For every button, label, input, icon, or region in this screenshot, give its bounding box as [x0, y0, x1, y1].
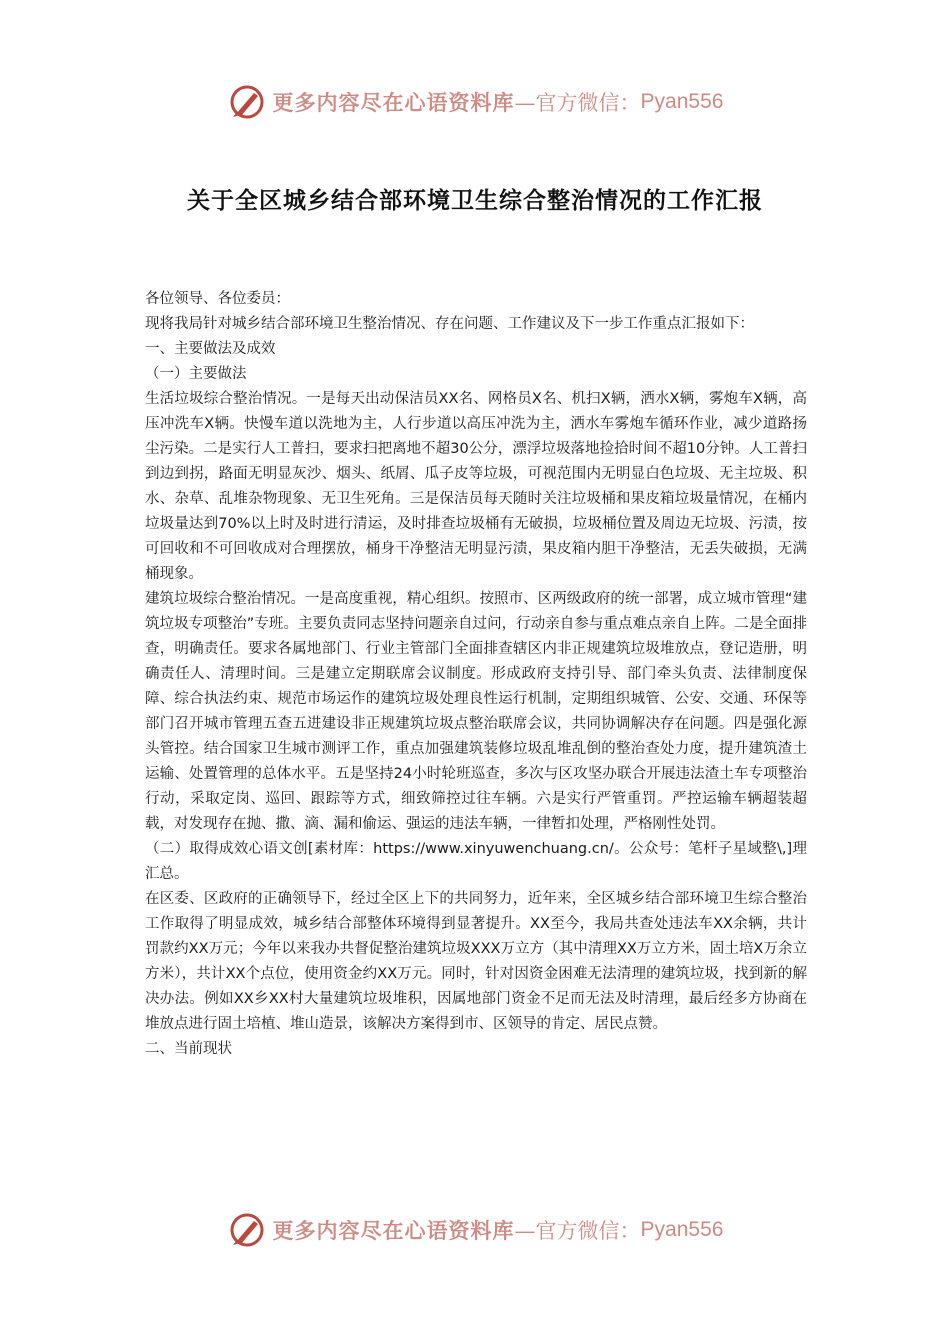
pen-nib-logo-icon — [227, 82, 267, 122]
watermark-wechat-label: —官方微信： — [514, 91, 641, 115]
watermark-main-text: 更多内容尽在心语资料库 — [272, 1218, 515, 1243]
paragraph-results: 在区委、区政府的正确领导下，经过全区上下的共同努力，近年来，全区城乡结合部环境卫生综合整治工作取得了明显成效，城乡结合部整体环境得到显著提升。XX至今，我局共查处违法车XX余辆，共计罚款约XX万元；今年以来我办共督促整治建筑垃圾XXX万立方（其中清理XX万立方米，固土培X万余立方米），共计XX个点位，使用资金约XX万元。同时，针对因资金困难无法清理的建筑垃圾，找到新的解决办法。例如XX乡XX村大量建筑垃圾堆积，因属地部门资金不足而无法及时清理，最后经多方协商在堆放点进行固土培植、堆山造景，该解决方案得到市、区领导的肯定、居民点赞。 — [145, 891, 807, 1032]
watermark-wechat-id: Pyan556 — [640, 1218, 724, 1241]
section-heading-2: 二、当前现状 — [145, 1041, 232, 1057]
document-title: 关于全区城乡结合部环境卫生综合整治情况的工作汇报 — [187, 188, 763, 214]
salutation: 各位领导、各位委员： — [145, 291, 290, 307]
section-heading-1: 一、主要做法及成效 — [145, 341, 276, 357]
watermark-main-text: 更多内容尽在心语资料库 — [272, 90, 515, 115]
watermark-wechat-label: —官方微信： — [514, 1219, 641, 1243]
watermark-banner-top — [0, 82, 950, 122]
subsection-heading-2: （二）取得成效心语文创[素材库：https://www.xinyuwenchuang.cn/。公众号：笔杆子星域整\,]理汇总。 — [145, 841, 807, 882]
watermark-wechat-id: Pyan556 — [640, 90, 724, 113]
pen-nib-logo-icon — [227, 1210, 267, 1250]
subsection-heading-1: （一）主要做法 — [145, 366, 247, 382]
document-body — [145, 287, 807, 1062]
watermark-banner-bottom — [0, 1210, 950, 1250]
intro-paragraph: 现将我局针对城乡结合部环境卫生整治情况、存在问题、工作建议及下一步工作重点汇报如下： — [145, 316, 754, 332]
paragraph-construction-waste: 建筑垃圾综合整治情况。一是高度重视，精心组织。按照市、区两级政府的统一部署，成立城市管理“建筑垃圾专项整治”专班。主要负责同志坚持问题亲自过问，行动亲自参与重点难点亲自上阵。二是全面排查，明确责任。要求各属地部门、行业主管部门全面排查辖区内非正规建筑垃圾堆放点，登记造册，明确责任人、清理时间。三是建立定期联席会议制度。形成政府支持引导、部门牵头负责、法律制度保障、综合执法约束、规范市场运作的建筑垃圾处理良性运行机制，定期组织城管、公安、交通、环保等部门召开城市管理五查五进建设非正规建筑垃圾点整治联席会议，共同协调解决存在问题。四是强化源头管控。结合国家卫生城市测评工作，重点加强建筑装修垃圾乱堆乱倒的整治查处力度，提升建筑渣土运输、处置管理的总体水平。五是坚持24小时轮班巡查，多次与区攻坚办联合开展违法渣土车专项整治行动，采取定岗、巡回、跟踪等方式，细致筛控过往车辆。六是实行严管重罚。严控运输车辆超装超载，对发现存在抛、撒、滴、漏和偷运、强运的违法车辆，一律暂扣处理，严格刚性处罚。 — [145, 591, 807, 832]
paragraph-domestic-waste: 生活垃圾综合整治情况。一是每天出动保洁员XX名、网格员X名、机扫X辆，洒水X辆，雾炮车X辆，高压冲洗车X辆。快慢车道以洗地为主，人行步道以高压冲洗为主，洒水车雾炮车循环作业，减少道路扬尘污染。二是实行人工普扫，要求扫把离地不超30公分，漂浮垃圾落地捡拾时间不超10分钟。人工普扫到边到拐，路面无明显灰沙、烟头、纸屑、瓜子皮等垃圾，可视范围内无明显白色垃圾、无主垃圾、积水、杂草、乱堆杂物现象、无卫生死角。三是保洁员每天随时关注垃圾桶和果皮箱垃圾量情况，在桶内垃圾量达到70%以上时及时进行清运，及时排查垃圾桶有无破损，垃圾桶位置及周边无垃圾、污渍，按可回收和不可回收成对合理摆放，桶身干净整洁无明显污渍，果皮箱内胆干净整洁，无丢失破损，无满桶现象。 — [145, 391, 807, 582]
